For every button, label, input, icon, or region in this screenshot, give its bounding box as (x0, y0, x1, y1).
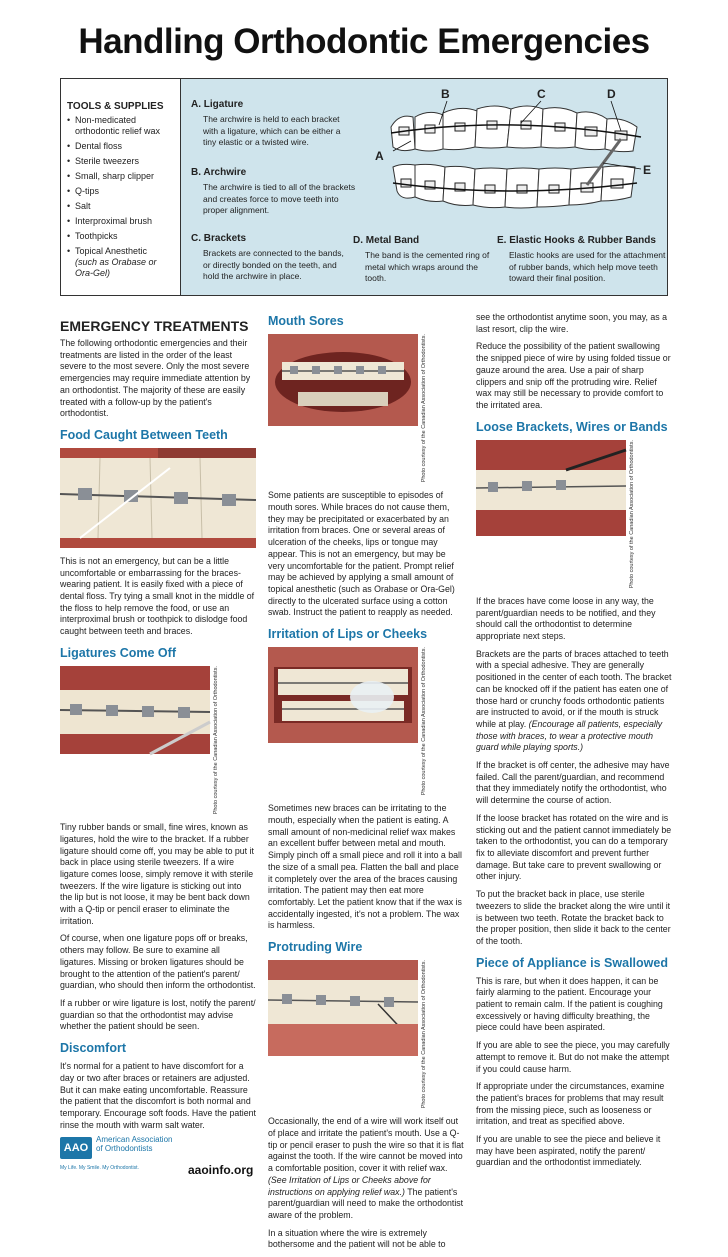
food-image (60, 448, 256, 548)
logo-name: American Association of Orthodontists (96, 1135, 173, 1153)
def-metal-band (353, 235, 493, 285)
loose-text-1: If the braces have come loose in any way, the parent/guardian needs to be notified, and they should call the orthodontist to determine appropriate next steps. (476, 595, 656, 642)
photo-credit: Photo courtesy of the Canadian Association of Orthodontists. (421, 334, 427, 483)
ligatures-photo (60, 666, 256, 814)
text-part: Occasionally, the end of a wire will work itself out of place and irritate the patient's mouth. Use a Q-tip or pencil eraser to push the wire so that it is flat against the tooth. If the wire cannot be moved into a comfortable position, cover it with relief wax. (268, 1116, 464, 1174)
continued-text-1: see the orthodontist anytime soon, you may, as a last resort, clip the wire. (476, 312, 668, 334)
text-part: The patient's parent/guardian will need to make the orthodontist aware of the problem. (268, 1186, 464, 1220)
diagram-label-d: D (607, 87, 616, 101)
tool-item: • Q-tips (67, 186, 176, 197)
protruding-text-1 (268, 1116, 464, 1221)
tool-item: • Dental floss (67, 141, 176, 152)
protruding-heading: Protruding Wire (268, 940, 363, 955)
diagram-label-a: A (375, 149, 384, 163)
discomfort-text: It's normal for a patient to have discomfort for a day or two after braces or retainers are adjusted. But it can make eating uncomfortable. Reassure the patient that the discomfort is both normal and temporary. Encourage soft foods. Have the patient rinse the mouth with warm salt water. (60, 1061, 256, 1130)
tools-list (61, 79, 181, 295)
def-text: Elastic hooks are used for the attachment of rubber bands, which help move teeth toward their final position. (509, 250, 666, 283)
teeth-illustration (371, 87, 661, 227)
mouth-sores-image (268, 334, 418, 426)
swallowed-text-3: If appropriate under the circumstances, examine the patient's braces for problems that may result from the missing piece, such as looseness or irritation, and treat as specified above. (476, 1081, 665, 1127)
food-text: This is not an emergency, but can be a little uncomfortable or embarrassing for the braces-wearing patient. It is easily fixed with a piece of dental floss. Try tying a small knot in the middle of the floss to help remove the food, or use an interproximal brush or toothpick to dislodge food caught between teeth and braces. (60, 555, 255, 637)
food-heading: Food Caught Between Teeth (60, 427, 228, 442)
def-elastic-hooks (497, 235, 667, 285)
swallowed-text-4: If you are unable to see the piece and believe it may have been aspirated, notify the parent/ guardian and the orthodontist immediately. (476, 1134, 661, 1168)
def-title: C. Brackets (191, 233, 247, 244)
def-text: The archwire is held to each bracket with a ligature, which can be either a tiny elastic or a twisted wire. (203, 114, 341, 147)
tool-item: • Toothpicks (67, 231, 176, 242)
ligatures-heading: Ligatures Come Off (60, 645, 176, 660)
ligatures-text-3: If a rubber or wire ligature is lost, notify the parent/ guardian so that the orthodontist may advise whether the patient should be seen. (60, 997, 256, 1032)
mouth-sores-text: Some patients are susceptible to episodes of mouth sores. While braces do not cause them, they may be precipitated or exacerbated by an irritation from braces. One or several areas of ulceration of the cheeks, lips or tongue may appear. This is not an emergency, but may be very uncomfortable for the patient. Prompt relief may be achieved by applying a small amount of topical anesthetic (such as Orabase or Ora-Gel) directly to the ulcerated surface using a cotton swab. Instruct the patient to reapply as needed. (268, 490, 455, 618)
diagram-label-b: B (441, 87, 450, 101)
tool-item: • Interproximal brush (67, 216, 176, 227)
loose-heading: Loose Brackets, Wires or Bands (476, 419, 668, 434)
diagram-label-e: E (643, 163, 652, 177)
photo-credit: Photo courtesy of the Canadian Association of Orthodontists. (629, 439, 635, 588)
diagram-label-c: C (537, 87, 546, 101)
intro-text: The following orthodontic emergencies and their treatments are listed in the order of the least severe to the most severe. Only the most severe emergencies may require immediate attention by an orthodontist. The majority of these are easily treated with a follow-up by the patient's orthodontist. (60, 338, 251, 419)
photo-credit: Photo courtesy of the Canadian Association of Orthodontists. (421, 647, 427, 796)
ligatures-text-2: Of course, when one ligature pops off or breaks, others may follow. Be sure to examine all ligatures. Missing or broken ligatures should be brought to the attention of the patient's parent/ guardian, who should then inform the orthodontist. (60, 933, 256, 991)
tool-item: • Sterile tweezers (67, 156, 176, 167)
food-photo (60, 448, 256, 548)
photo-credit: Photo courtesy of the Canadian Association of Orthodontists. (213, 665, 219, 815)
irritation-heading: Irritation of Lips or Cheeks (268, 627, 428, 642)
tool-item: • Salt (67, 201, 176, 212)
def-title: E. Elastic Hooks & Rubber Bands (497, 235, 656, 246)
photo-credit: Photo courtesy of the Canadian Association of Orthodontists. (421, 960, 427, 1109)
logo-tagline: My Life. My Smile. My Orthodontist. (60, 1165, 139, 1171)
aao-logo (60, 1135, 180, 1177)
tool-note: (such as Orabase or Ora-Gel) (75, 257, 157, 278)
continued-text-2: Reduce the possibility of the patient swallowing the snipped piece of wire by using folded tissue or gauze around the area. Use a pair of sharp clippers and snip off the protruding wire. Relief wax may still be necessary to provide comfort to the irritated area. (476, 341, 671, 410)
tool-item: • Small, sharp clipper (67, 171, 176, 182)
section-heading: EMERGENCY TREATMENTS (60, 318, 249, 334)
tool-item: • Non-medicated orthodontic relief wax (67, 115, 176, 137)
ligatures-text-1: Tiny rubber bands or small, fine wires, known as ligatures, hold the wire to the bracket. If a rubber ligature should come off, you may be able to put it back in place using sterile tweezers. If a wire ligature comes loose, simply remove it with sterile tweezers. If the wire ligature is sticking out into the lip but is not loose, it may be bent back down with a Q-tip or pencil eraser to eliminate the irritation. (60, 822, 254, 926)
page-title: Handling Orthodontic Emergencies (78, 22, 650, 61)
loose-image (476, 440, 626, 536)
logo-mark: AAO (60, 1137, 92, 1159)
column-right (476, 312, 672, 1175)
loose-text-3: If the bracket is off center, the adhesive may have failed. Call the parent/guardian, and recommend that they immediately notify the orthodontist, who will determine the course of action. (476, 760, 670, 806)
swallowed-text-2: If you are able to see the piece, you may carefully attempt to remove it. But do not make the attempt if you could cause harm. (476, 1040, 670, 1074)
website-link[interactable]: aaoinfo.org (188, 1163, 254, 1177)
loose-text-2 (476, 649, 672, 754)
def-archwire (191, 167, 356, 217)
swallowed-heading: Piece of Appliance is Swallowed (476, 955, 668, 970)
irritation-text: Sometimes new braces can be irritating to the mouth, especially when the patient is eating. A small amount of non-medicinal relief wax makes an excellent buffer between metal and mouth. Simply pinch off a small piece and roll it into a ball the size of a small pea. Flatten the ball and place it completely over the area of the braces causing irritation. The patient may then eat more comfortably. Let the patient know that if the wax is accidentally ingested, it's not a problem. The wax is harmless. (268, 803, 462, 931)
text-italic: (Encourage all patients, especially those with braces, to wear a protective mouth guard while playing sports.) (476, 718, 663, 753)
column-left (60, 312, 256, 1137)
text-part: Brackets are the parts of braces attached to teeth with a special adhesive. They are generally positioned in the center of each tooth. The bracket can be knocked off if the patient has eaten one of those hard or crunchy foods orthodontic patients are instructed to avoid, or if the mouth is struck while at play. (476, 648, 672, 729)
column-middle (268, 312, 464, 1257)
def-brackets (191, 233, 351, 283)
def-ligature (191, 99, 356, 149)
protruding-text-2: In a situation where the wire is extremely bothersome and the patient will not be able to (268, 1227, 446, 1250)
def-text: The archwire is tied to all of the brackets and creates force to move teeth into proper alignment. (203, 182, 356, 215)
tool-item (67, 246, 176, 279)
definitions-area (181, 79, 667, 295)
swallowed-text-1: This is rare, but when it does happen, it can be fairly alarming to the patient. Encourage your patient to remain calm. If the patient is coughing excessively or having difficulty breathing, the piece could have been aspirated. (476, 975, 663, 1033)
def-text: Brackets are connected to the bands, or directly bonded on the teeth, and hold the archwire in place. (203, 248, 344, 281)
def-text: The band is the cemented ring of metal which wraps around the tooth. (365, 250, 490, 283)
protruding-photo (268, 960, 464, 1108)
loose-text-4: If the loose bracket has rotated on the wire and is sticking out and the patient cannot immediately be taken to the orthodontist, you can do a temporary fix to alleviate discomfort and prevent further damage. But take care to prevent swallowing or other injury. (476, 812, 672, 882)
tools-heading: TOOLS & SUPPLIES (67, 101, 164, 112)
protruding-image (268, 960, 418, 1056)
text-italic: (See Irritation of Lips or Cheeks above for instructions on applying relief wax.) (268, 1174, 431, 1197)
discomfort-heading: Discomfort (60, 1041, 126, 1056)
irritation-photo (268, 647, 464, 795)
loose-photo (476, 440, 672, 588)
mouth-sores-heading: Mouth Sores (268, 314, 344, 328)
mouth-sores-photo (268, 334, 464, 482)
loose-text-5: To put the bracket back in place, use sterile tweezers to slide the bracket along the wire until it is between two teeth. Rotate the bracket back to the proper position, then slide it back to the center of the tooth. (476, 889, 671, 946)
ligatures-image (60, 666, 210, 754)
reference-panel (60, 78, 668, 296)
irritation-image (268, 647, 418, 743)
def-title: B. Archwire (191, 167, 247, 178)
def-title: D. Metal Band (353, 235, 420, 246)
braces-diagram (371, 87, 661, 227)
tool-label: Topical Anesthetic (75, 246, 148, 256)
def-title: A. Ligature (191, 99, 244, 110)
